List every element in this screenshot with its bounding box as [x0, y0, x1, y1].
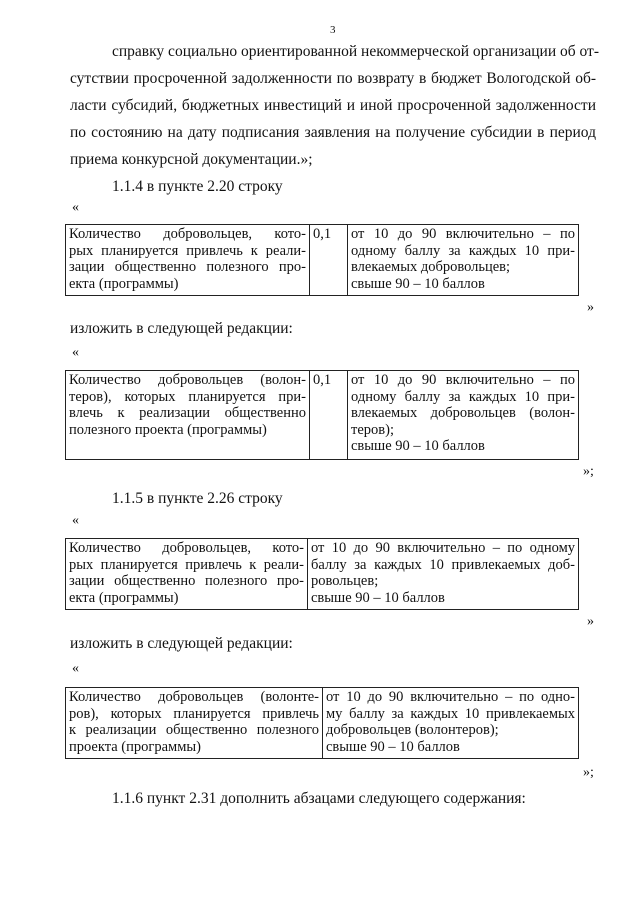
close-quote: »: [587, 300, 594, 315]
item-1-1-6: 1.1.6 пункт 2.31 дополнить абзацами следующего содержания:: [112, 790, 526, 807]
open-quote: «: [72, 200, 79, 215]
intro-line: приема конкурсной документации.»;: [70, 151, 313, 168]
open-quote: «: [72, 661, 79, 676]
close-quote: »: [587, 614, 594, 629]
replace-text: изложить в следующей редакции:: [70, 635, 293, 652]
item-1-1-5: 1.1.5 в пункте 2.26 строку: [112, 490, 283, 507]
criteria-table-new-2-26: [65, 687, 579, 759]
intro-line: ласти субсидий, бюджетных инвестиций и иной просроченной задолженности: [70, 97, 596, 114]
intro-line: сутствии просроченной задолженности по возврату в бюджет Вологодской об-: [70, 70, 596, 87]
page-number: 3: [330, 24, 336, 36]
weight-cell: 0,1: [309, 225, 347, 295]
open-quote: «: [72, 513, 79, 528]
intro-line: справку социально ориентированной некоммерческой организации об от-: [112, 43, 599, 60]
item-1-1-4: 1.1.4 в пункте 2.20 строку: [112, 178, 283, 195]
close-quote: »;: [583, 765, 594, 780]
scoring-cell: от 10 до 90 включительно – по одному баллу за каждых 10 при- влекаемых добровольцев (волон- теров); свыше 90 – 10 баллов: [347, 371, 578, 459]
replace-text: изложить в следующей редакции:: [70, 320, 293, 337]
scoring-cell: от 10 до 90 включительно – по одному баллу за каждых 10 при- влекаемых добровольцев; свыше 90 – 10 баллов: [347, 225, 578, 295]
criteria-table-new-2-20: [65, 370, 579, 460]
intro-line: по состоянию на дату подписания заявления на получение субсидии в период: [70, 124, 596, 141]
criteria-cell: Количество добровольцев (волонте- ров), которых планируется привлечь к реализации общественно полезного проекта (программы): [69, 689, 319, 755]
scoring-cell: от 10 до 90 включительно – по одному баллу за каждых 10 привлекаемых доб- ровольцев; свыше 90 – 10 баллов: [307, 539, 578, 609]
criteria-table-old-2-20: [65, 224, 579, 296]
weight-cell: 0,1: [309, 371, 347, 459]
criteria-table-old-2-26: [65, 538, 579, 610]
scoring-cell: от 10 до 90 включительно – по одно- му баллу за каждых 10 привлекаемых добровольцев (волонтеров); свыше 90 – 10 баллов: [322, 688, 578, 758]
criteria-cell: Количество добровольцев (волон- теров), которых планируется при- влечь к реализации общественно полезного проекта (программы): [69, 372, 306, 438]
criteria-cell: Количество добровольцев, кото- рых планируется привлечь к реали- зации общественно полезного про- екта (программы): [69, 226, 306, 292]
open-quote: «: [72, 345, 79, 360]
close-quote: »;: [583, 464, 594, 479]
criteria-cell: Количество добровольцев, кото- рых планируется привлечь к реали- зации общественно полезного про- екта (программы): [69, 540, 304, 606]
